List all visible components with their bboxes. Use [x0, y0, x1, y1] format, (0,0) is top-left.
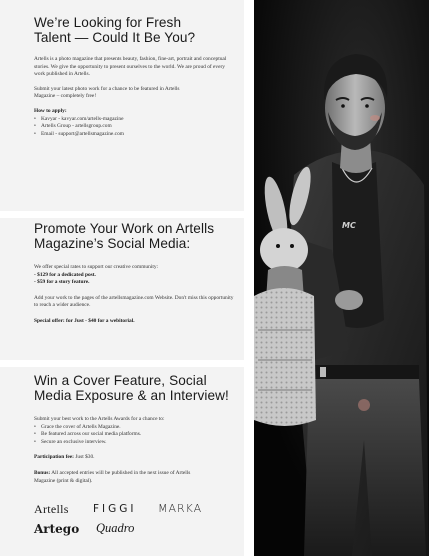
apply-item-artells-group[interactable]: • Artells Group - artellsgroup.com [34, 123, 234, 131]
special-offer: Special offer: for Just - $40 for a webitorial. [34, 317, 135, 324]
logo-marka: MARKA [158, 502, 203, 515]
how-to-apply-label: How to apply: [34, 107, 67, 114]
logo-figgi: FIGGI [93, 503, 137, 515]
apply-item-kavyar[interactable]: • Kavyar - kavyar.com/artells-magazine [34, 116, 234, 124]
fee-label: Participation fee: [34, 454, 74, 461]
heading-line: Media Exposure & an Interview! [34, 388, 229, 403]
awards-list [34, 424, 234, 447]
heading-line: We’re Looking for Fresh [34, 15, 182, 30]
rate-dedicated-post: - $129 for a dedicated post. [34, 271, 96, 278]
awards-item: • Grace the cover of Artells Magazine. [34, 424, 234, 432]
apply-list [34, 116, 234, 139]
logo-artells: Artells [34, 502, 69, 516]
model-photo [254, 0, 429, 556]
heading-line: Win a Cover Feature, Social [34, 373, 207, 388]
rates-intro: We offer special rates to support our creative community: [34, 264, 159, 270]
section-promote [0, 218, 244, 360]
heading-awards [34, 367, 234, 403]
heading-line: Promote Your Work on Artells [34, 221, 215, 236]
heading-line: Magazine’s Social Media: [34, 236, 191, 251]
heading-fresh-talent [34, 0, 234, 45]
intro-text: Artells is a photo magazine that presents beauty, fashion, fine-art, portrait and conceptual stories. We give the opportunity to present ourselves to the world. We are proud of every work published in Artells. [34, 56, 227, 78]
submit-text: Submit your latest photo work for a chance to be featured in Artells Magazine – completely free! [34, 85, 180, 100]
heading-promote [34, 218, 234, 251]
logo-quadro: Quadro [96, 521, 135, 535]
heading-line: Talent — Could It Be You? [34, 30, 196, 45]
model-photo-illustration [254, 0, 429, 556]
logo-artego: Artego [34, 522, 80, 536]
svg-text:MC: MC [342, 221, 356, 230]
apply-item-email[interactable]: • Email - support@artellsmagazine.com [34, 131, 234, 139]
bonus-text: All accepted entries will be published in the next issue of Artells Magazine (print & digital). [34, 469, 191, 484]
fee-value: Just $30. [75, 454, 95, 461]
rate-story-feature: - $59 for a story feature. [34, 279, 90, 286]
awards-intro: Submit your best work to the Artells Awards for a chance to: [34, 416, 165, 422]
awards-item: • Be featured across our social media platforms. [34, 431, 234, 439]
add-work-text: Add your work to the pages of the artellsmagazine.com Website. Don't miss this opportunity to reach a wider audience. [34, 294, 234, 309]
awards-item: • Secure an exclusive interview. [34, 439, 234, 447]
bonus-label: Bonus: [34, 469, 51, 476]
section-fresh-talent [0, 0, 244, 211]
